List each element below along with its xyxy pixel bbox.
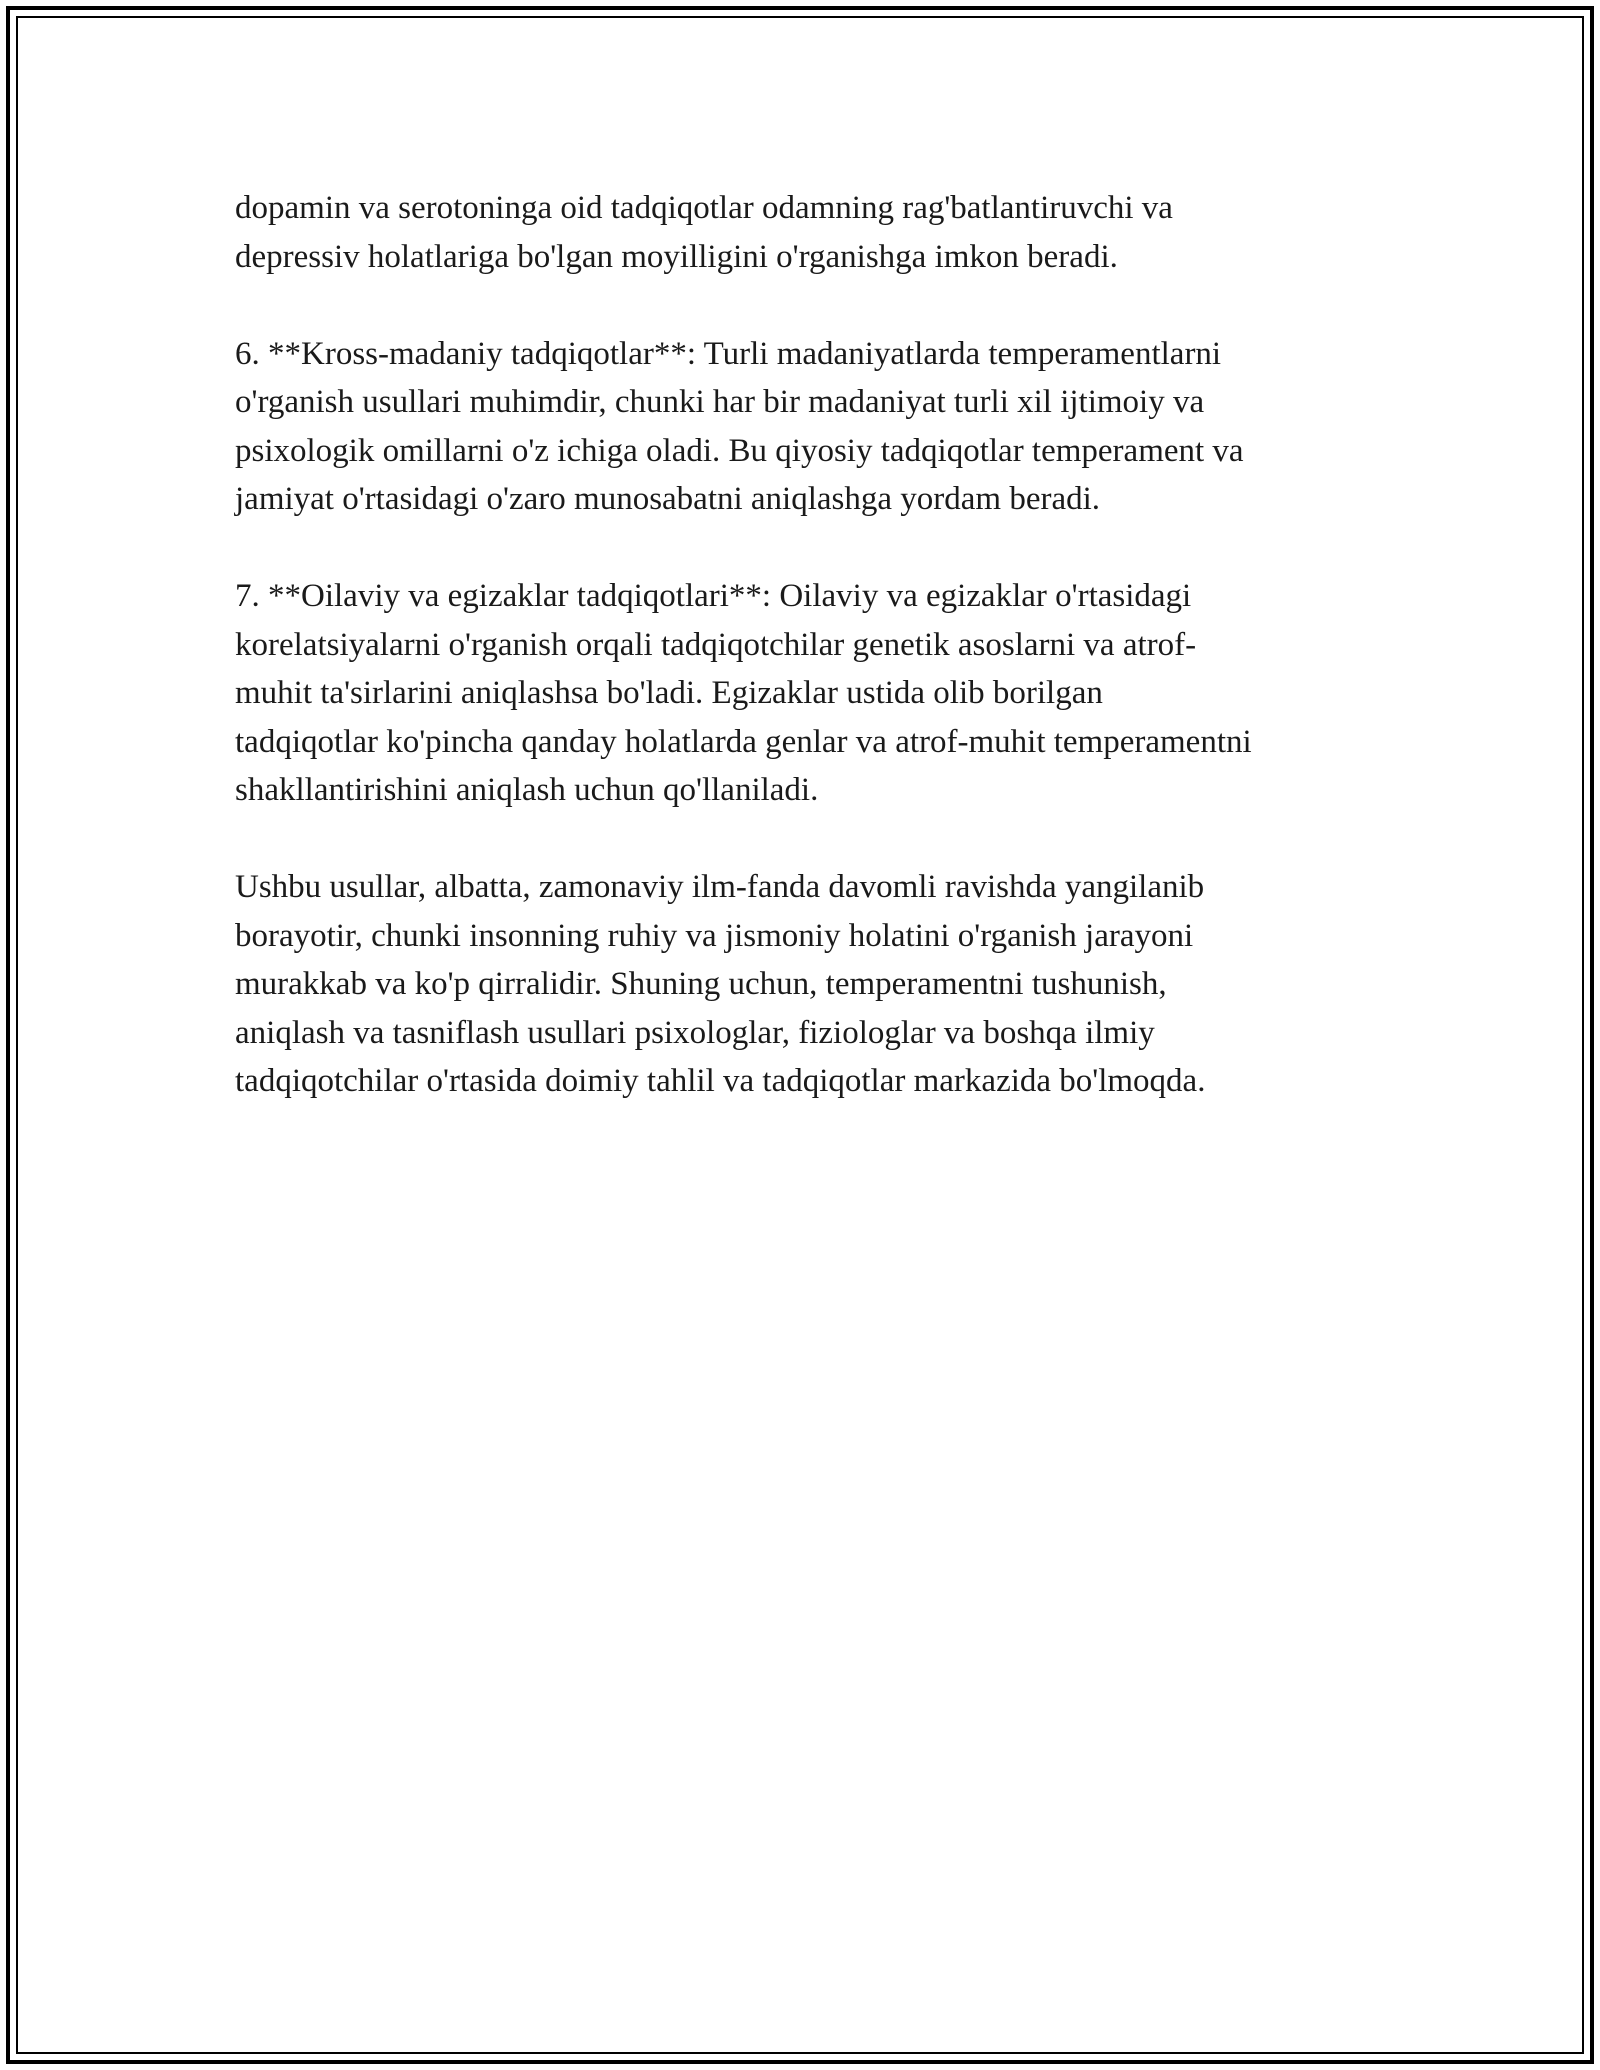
text-line: korelatsiyalarni o'rganish orqali tadqiqotchilar genetik asoslarni va atrof- [235,626,1197,663]
text-line: tadqiqotlar ko'pincha qanday holatlarda genlar va atrof-muhit temperamentni [235,723,1252,760]
paragraph-2 [235,330,1385,524]
text-line: depressiv holatlariga bo'lgan moyilligini o'rganishga imkon beradi. [235,238,1118,275]
paragraph-1 [235,184,1385,281]
text-line: borayotir, chunki insonning ruhiy va jismoniy holatini o'rganish jarayoni [235,917,1194,954]
text-line: shakllantirishini aniqlash uchun qo'llaniladi. [235,772,819,808]
text-line: o'rganish usullari muhimdir, chunki har bir madaniyat turli xil ijtimoiy va [235,384,1205,420]
paragraph-3 [235,572,1385,815]
text-line: Ushbu usullar, albatta, zamonaviy ilm-fanda davomli ravishda yangilanib [235,869,1205,905]
paragraph-4 [235,863,1385,1106]
text-line: 7. **Oilaviy va egizaklar tadqiqotlari**: Oilaviy va egizaklar o'rtasidagi [235,578,1192,614]
text-line: muhit ta'sirlarini aniqlashsa bo'ladi. Egizaklar ustida olib borilgan [235,675,1103,711]
document-body [235,184,1385,1154]
text-line: 6. **Kross-madaniy tadqiqotlar**: Turli madaniyatlarda temperamentlarni [235,335,1222,372]
text-line: jamiyat o'rtasidagi o'zaro munosabatni aniqlashga yordam beradi. [235,481,1101,517]
text-line: murakkab va ko'p qirralidir. Shuning uchun, temperamentni tushunish, [235,966,1167,1002]
text-line: aniqlash va tasniflash usullari psixologlar, fiziologlar va boshqa ilmiy [235,1014,1155,1051]
text-line: tadqiqotchilar o'rtasida doimiy tahlil va tadqiqotlar markazida bo'lmoqda. [235,1063,1206,1099]
text-line: psixologik omillarni o'z ichiga oladi. Bu qiyosiy tadqiqotlar temperament va [235,432,1244,469]
text-line: dopamin va serotoninga oid tadqiqotlar odamning rag'batlantiruvchi va [235,190,1173,226]
